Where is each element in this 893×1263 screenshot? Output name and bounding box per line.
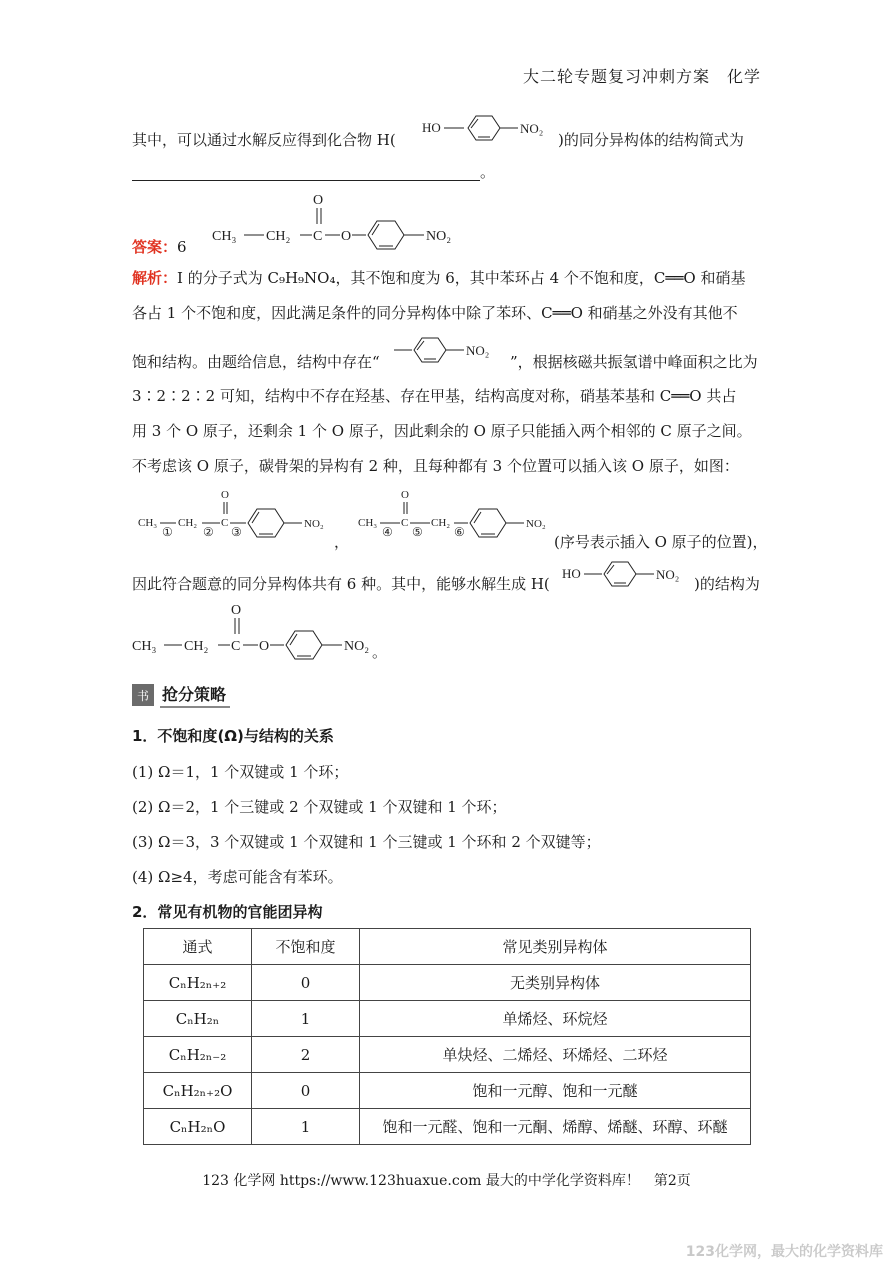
analysis-line-5: 用 3 个 O 原子，还剩余 1 个 O 原子，因此剩余的 O 原子只能插入两个相邻的 C 原子之间。 [132,422,752,440]
ho-label: HO [422,120,441,135]
position-marker-6: ⑥ [454,525,465,539]
point1-item-3: (3) Ω＝3，3 个双键或 1 个双键和 1 个三键或 1 个环和 2 个双键等； [132,833,601,851]
col-header-unsaturation: 不饱和度 [252,929,360,965]
analysis-line-6: 不考虑该 O 原子，碳骨架的异构有 2 种，且每种都有 3 个位置可以插入该 O 原子，如图： [132,457,739,475]
no2-label: NO₂ [520,121,544,136]
ester-o: O [341,229,352,244]
svg-text:O: O [221,489,229,501]
position-marker-1: ① [162,525,173,539]
final-ester-structure [130,598,390,664]
section-title: 抢分策略 [160,682,230,708]
hydroxy-nitrophenyl-structure-2 [560,560,700,594]
book-icon: 书 [132,684,154,706]
skeleton-isomer-b [356,486,556,546]
page-footer: 123 化学网 https://www.123huaxue.com 最大的中学化学资料库！ 第2页 [202,1173,691,1189]
intro-end-mark: 。 [480,163,496,181]
table-row: CₙH₂ₙ₊₂ 0 无类别异构体 [144,965,751,1001]
analysis-line-4: 3∶2∶2∶2 可知，结构中不存在羟基、存在甲基，结构高度对称，硝基苯基和 C══O 共占 [132,387,737,405]
running-header: 大二轮专题复习冲刺方案 化学 [522,67,761,86]
analysis-line-1: 解析：I 的分子式为 C₉H₉NO₄，其不饱和度为 6，其中苯环占 4 个不饱和度，C══O 和硝基 [132,269,746,287]
benzene-ring-1 [468,116,500,140]
benzene-ring-2 [368,221,404,249]
answer-ester-structure [210,190,480,252]
analysis-line-3b: ”，根据核磁共振氢谱中峰面积之比为 [510,353,758,371]
answer-line [132,235,187,259]
point1-item-2: (2) Ω＝2，1 个三键或 2 个双键或 1 个双键和 1 个环； [132,798,507,816]
position-marker-5: ⑤ [412,525,423,539]
svg-text:C: C [231,639,241,654]
svg-text:C: C [401,517,409,529]
svg-text:CH₂: CH₂ [184,639,209,654]
svg-text:O: O [231,603,242,618]
svg-text:C: C [221,517,229,529]
point1-item-4: (4) Ω≥4，考虑可能含有苯环。 [132,868,343,886]
position-marker-4: ④ [382,525,393,539]
col-header-formula: 通式 [144,929,252,965]
skeleton-isomer-a [136,486,336,546]
ch3-label: CH₃ [212,229,237,244]
svg-text:NO₂: NO₂ [656,567,680,582]
svg-text:CH₂: CH₂ [431,517,451,529]
svg-text:HO: HO [562,566,581,581]
isomer-separator: ， [334,533,350,551]
point1-item-1: (1) Ω＝1，1 个双键或 1 个环； [132,763,349,781]
table-row: CₙH₂ₙ 1 单烯烃、环烷烃 [144,1001,751,1037]
table-row: CₙH₂ₙ₊₂O 0 饱和一元醇、饱和一元醚 [144,1073,751,1109]
svg-text:O: O [259,639,270,654]
carbonyl-o: O [313,193,324,208]
col-header-isomers: 常见类别异构体 [360,929,751,965]
no2-label: NO₂ [426,229,452,244]
carbonyl-c: C [313,229,323,244]
analysis-line-8b: )的结构为 [694,575,760,593]
table-header-row [144,929,751,965]
nitrophenyl-fragment [392,336,510,368]
svg-text:NO₂: NO₂ [344,639,370,654]
watermark: 123化学网，最大的化学资料库 [685,1244,883,1260]
isomer-table [143,928,751,1145]
ch2-label: CH₂ [266,229,291,244]
analysis-line-3a: 饱和结构。由题给信息，结构中存在“ [132,353,380,371]
analysis-line-2: 各占 1 个不饱和度，因此满足条件的同分异构体中除了苯环、C══O 和硝基之外没有其他不 [132,304,738,322]
svg-text:NO₂: NO₂ [304,518,324,530]
position-note: (序号表示插入 O 原子的位置)， [554,533,768,551]
table-row: CₙH₂ₙO 1 饱和一元醛、饱和一元酮、烯醇、烯醚、环醇、环醚 [144,1109,751,1145]
intro-text-before: 其中，可以通过水解反应得到化合物 H( [132,131,396,149]
position-marker-3: ③ [231,525,242,539]
answer-blank-line [132,180,480,181]
svg-text:CH₃: CH₃ [358,517,378,529]
hydroxy-nitrophenyl-structure [418,114,558,150]
answer-value: 6 [177,238,187,256]
point1-title: 1．不饱和度(Ω)与结构的关系 [132,727,334,745]
position-marker-2: ② [203,525,214,539]
analysis-label: 解析： [132,269,178,287]
section-heading [132,682,230,708]
point2-title: 2．常见有机物的官能团异构 [132,903,323,921]
analysis-line-8a: 因此符合题意的同分异构体共有 6 种。其中，能够水解生成 H( [132,575,550,593]
answer-label: 答案： [132,238,178,256]
benzene-ring-3 [414,338,446,362]
table-row: CₙH₂ₙ₋₂ 2 单炔烃、二烯烃、环烯烃、二环烃 [144,1037,751,1073]
svg-text:NO₂: NO₂ [526,518,546,530]
svg-text:CH₂: CH₂ [178,517,198,529]
intro-text-after: )的同分异构体的结构简式为 [558,131,744,149]
svg-text:CH₃: CH₃ [132,639,157,654]
no2-label: NO₂ [466,343,490,358]
svg-text:CH₃: CH₃ [138,517,158,529]
final-end-mark: 。 [372,643,388,661]
svg-text:O: O [401,489,409,501]
